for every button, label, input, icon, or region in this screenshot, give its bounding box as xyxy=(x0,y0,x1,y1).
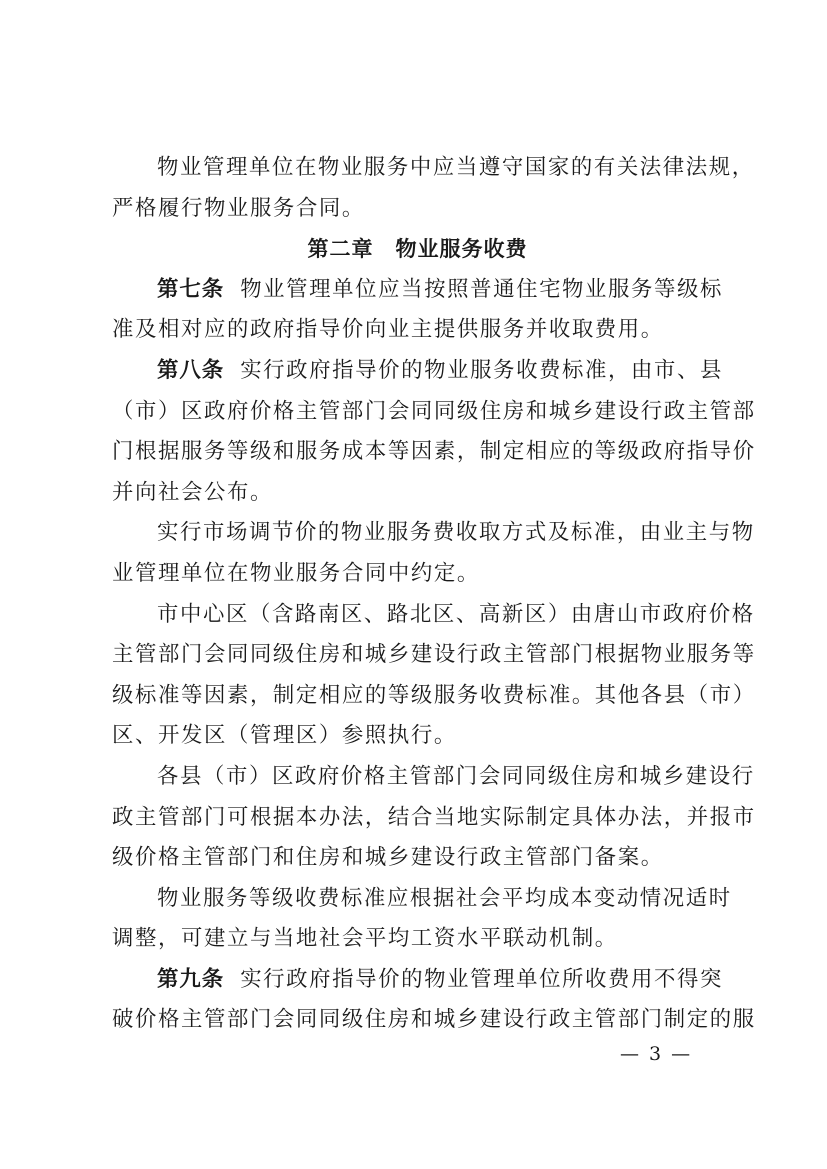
text-line xyxy=(112,270,723,311)
text-line xyxy=(112,716,723,757)
page-number: — 3 — xyxy=(620,1043,693,1065)
line-text: 物业服务等级收费标准应根据社会平均成本变动情况适时 xyxy=(157,885,732,911)
text-line xyxy=(112,554,723,595)
paragraph xyxy=(112,148,755,229)
text-line xyxy=(112,310,723,351)
line-text: 各县（市）区政府价格主管部门会同同级住房和城乡建设行 xyxy=(157,763,755,789)
line-text: 破价格主管部门会同同级住房和城乡建设行政主管部门制定的服 xyxy=(112,1007,756,1033)
text-line xyxy=(112,879,732,920)
article-number: 第九条 xyxy=(157,966,225,992)
text-line xyxy=(112,351,723,392)
text-line xyxy=(112,432,756,473)
article-number: 第七条 xyxy=(157,276,225,302)
article-paragraph xyxy=(112,960,756,1041)
chapter-heading xyxy=(112,229,723,270)
line-text: 业管理单位在物业服务合同中约定。 xyxy=(112,560,480,586)
line-text: 门根据服务等级和服务成本等因素，制定相应的等级政府指导价 xyxy=(112,439,756,465)
line-text: 并向社会公布。 xyxy=(112,479,273,505)
line-text: 市中心区（含路南区、路北区、高新区）由唐山市政府价格 xyxy=(157,601,755,627)
line-text: 物业管理单位应当按照普通住宅物业服务等级标 xyxy=(240,276,723,302)
line-text: 级价格主管部门和住房和城乡建设行政主管部门备案。 xyxy=(112,845,664,871)
article-paragraph xyxy=(112,270,723,351)
text-line xyxy=(112,960,723,1001)
paragraph xyxy=(112,879,732,960)
body-text xyxy=(112,148,756,1041)
text-line xyxy=(112,473,723,514)
line-text: 政主管部门可根据本办法，结合当地实际制定具体办法，并报市 xyxy=(112,804,756,830)
paragraph xyxy=(112,513,755,594)
line-text: 主管部门会同同级住房和城乡建设行政主管部门根据物业服务等 xyxy=(112,642,756,668)
text-line xyxy=(112,392,756,433)
text-line xyxy=(112,1000,756,1041)
line-text: 严格履行物业服务合同。 xyxy=(112,195,365,221)
article-number: 第八条 xyxy=(157,357,225,383)
line-text: 级标准等因素，制定相应的等级服务收费标准。其他各县（市） xyxy=(112,682,756,708)
line-text: （市）区政府价格主管部门会同同级住房和城乡建设行政主管部 xyxy=(112,398,756,424)
text-line xyxy=(112,635,756,676)
chapter-title: 物业服务收费 xyxy=(395,237,528,262)
text-line xyxy=(112,513,755,554)
line-text: 准及相对应的政府指导价向业主提供服务并收取费用。 xyxy=(112,317,664,343)
line-text: 实行政府指导价的物业服务收费标准，由市、县 xyxy=(240,357,723,383)
text-line xyxy=(112,838,723,879)
line-text: 调整，可建立与当地社会平均工资水平联动机制。 xyxy=(112,926,618,952)
paragraph xyxy=(112,757,756,879)
text-line xyxy=(112,757,755,798)
text-line xyxy=(112,676,756,717)
text-line xyxy=(112,148,755,189)
line-text: 区、开发区（管理区）参照执行。 xyxy=(112,723,457,749)
text-line xyxy=(112,798,756,839)
text-line xyxy=(112,189,723,230)
line-text: 实行政府指导价的物业管理单位所收费用不得突 xyxy=(240,966,723,992)
text-line xyxy=(112,919,723,960)
chapter-number: 第二章 xyxy=(307,237,374,262)
line-text: 物业管理单位在物业服务中应当遵守国家的有关法律法规， xyxy=(157,155,755,180)
paragraph xyxy=(112,595,756,757)
article-paragraph xyxy=(112,351,756,513)
text-line xyxy=(112,595,755,636)
line-text: 实行市场调节价的物业服务费收取方式及标准，由业主与物 xyxy=(157,520,755,546)
